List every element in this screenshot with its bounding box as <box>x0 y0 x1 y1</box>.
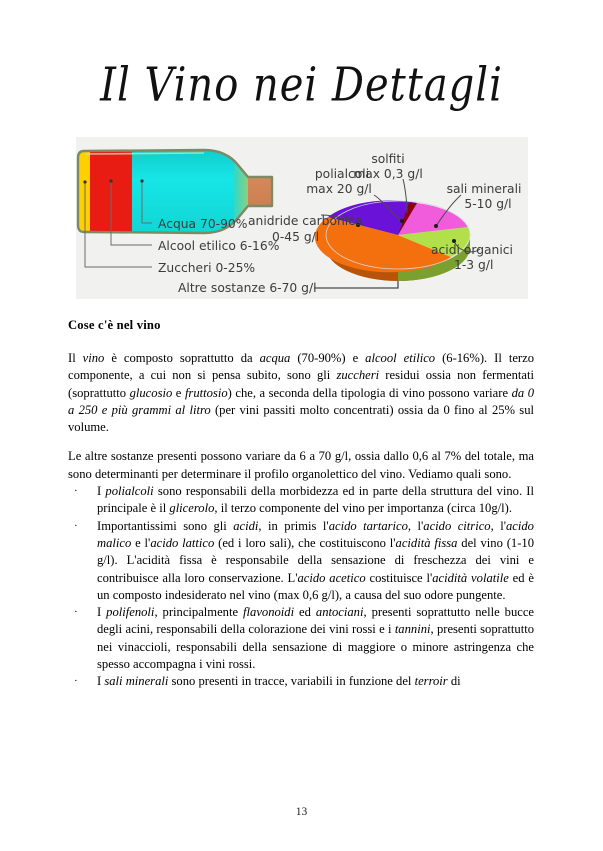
label-polialcoli-value: max 20 g/l <box>306 182 372 196</box>
label-sali-minerali-value: 5-10 g/l <box>464 197 512 211</box>
label-alcool-etilico: Alcool etilico 6-16% <box>158 239 280 253</box>
label-sali-minerali: sali minerali <box>446 182 522 196</box>
bullet-marker-icon: · <box>74 519 78 532</box>
label-solfiti: solfiti <box>371 152 405 166</box>
bullet-marker-icon: · <box>74 606 78 619</box>
page-title: Il Vino nei Dettagli <box>100 58 503 113</box>
paragraph-intro: Il vino è composto soprattutto da acqua (70-90%) e alcool etilico (6-16%). Il terzo componente, a cui non si pensa subito, sono gli zuccheri residui ossia non fermentati (soprattutto glucosio e fruttosio) che, a seconda della tipologia di vino possono variare da 0 a 250 e più grammi al litro (per vini passiti molto concentrati) ossia da 0 fino al 25% sul volume. <box>68 351 535 435</box>
label-altre-sostanze: Altre sostanze 6-70 g/l <box>178 281 317 295</box>
label-solfiti-value: max 0,3 g/l <box>353 167 423 181</box>
list-item: · I sali minerali sono presenti in tracce, variabili in funzione del terroir di <box>68 673 534 690</box>
label-anidride-carbonica-value: 0-45 g/l <box>272 230 320 244</box>
paragraph-altre-sostanze: Le altre sostanze presenti possono variare da 6 a 70 g/l, ossia dallo 0,6 al 7% del totale, ma sono determinanti per determinare il profilo organolettico del vino. Vediamo quali sono. <box>68 449 534 481</box>
list-item: · I polialcoli sono responsabili della morbidezza ed in parte della struttura del vino. Il principale è il glicerolo, il terzo componente del vino per importanza (circa 10g/l). <box>74 484 534 516</box>
page-number: 13 <box>295 806 308 818</box>
bottle-highlight <box>86 153 204 154</box>
label-anidride-carbonica: anidride carbonica <box>248 214 363 228</box>
label-acidi-organici: acidi organici <box>431 243 513 257</box>
label-acqua: Acqua 70-90% <box>158 217 248 231</box>
bullet-marker-icon: · <box>74 675 78 688</box>
wine-composition-infographic <box>76 137 528 299</box>
substances-list <box>68 483 534 691</box>
article-content <box>68 318 534 691</box>
section-heading: Cose c'è nel vino <box>68 318 161 332</box>
list-item: · I polifenoli, principalmente flavonoidi ed antociani, presenti soprattutto nelle bucce degli acini, responsabili della colorazione dei vini rossi e i tannini, presenti soprattutto nei vinaccioli, responsabili della sensazione di maggiore o minore astringenza che spesso accompagna i vini rossi. <box>74 605 535 672</box>
bullet-marker-icon: · <box>74 485 78 498</box>
label-polialcoli: polialcoli <box>314 167 370 181</box>
label-zuccheri: Zuccheri 0-25% <box>158 261 256 275</box>
list-item: · Importantissimi sono gli acidi, in primis l'acido tartarico, l'acido citrico, l'acido malico e l'acido lattico (ed i loro sali), che costituiscono l'acidità fissa del vino (1-10 g/l). L'acidità fissa è responsabile della sensazione di freschezza dei vini e contribuisce alla loro conservazione. L'acido acetico costituisce l'acidità volatile ed è un composto indesiderato nel vino (max 0,6 g/l), a causa del suo odore pungente. <box>74 518 535 602</box>
label-acidi-organici-value: 1-3 g/l <box>454 258 494 272</box>
